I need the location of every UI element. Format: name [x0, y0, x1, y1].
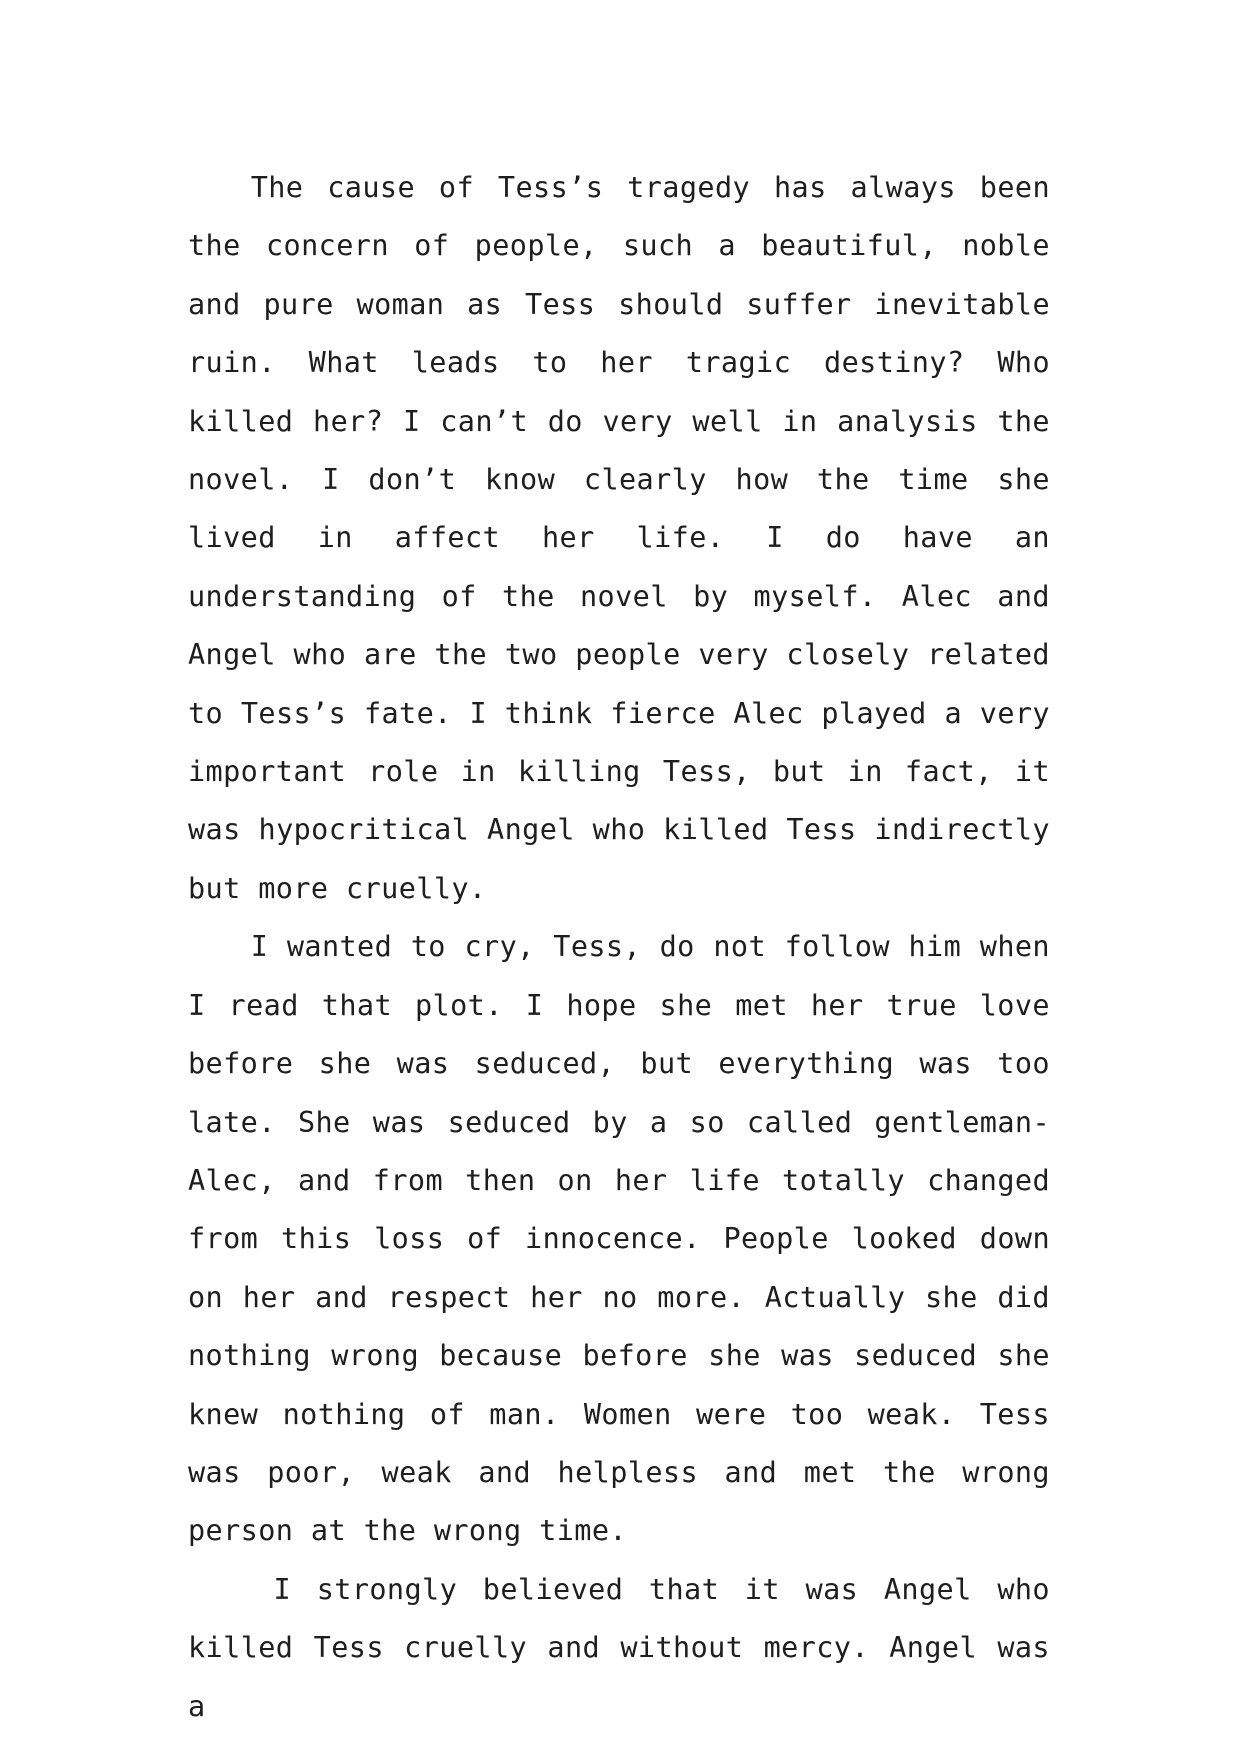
paragraph-2: I wanted to cry, Tess, do not follow him when I read that plot. I hope she met her true love before she was seduced, but everything was too late. She was seduced by a so called gentleman-Alec, and from then on her life totally changed from this loss of innocence. People looked down on her and respect her no more. Actually she did nothing wrong because before she was seduced she knew nothing of man. Women were too weak. Tess was poor, weak and helpless and met the wrong person at the wrong time. — [188, 930, 1050, 1548]
document-body — [188, 159, 1050, 1736]
paragraph-1: The cause of Tess’s tragedy has always been the concern of people, such a beautiful, noble and pure woman as Tess should suffer inevitable ruin. What leads to her tragic destiny? Who killed her? I can’t do very well in analysis the novel. I don’t know clearly how the time she lived in affect her life. I do have an understanding of the novel by myself. Alec and Angel who are the two people very closely related to Tess’s fate. I think fierce Alec played a very important role in killing Tess, but in fact, it was hypocritical Angel who killed Tess indirectly but more cruelly. — [188, 171, 1050, 905]
paragraph-3: I strongly believed that it was Angel who killed Tess cruelly and without mercy. Angel was a — [188, 1572, 1050, 1723]
